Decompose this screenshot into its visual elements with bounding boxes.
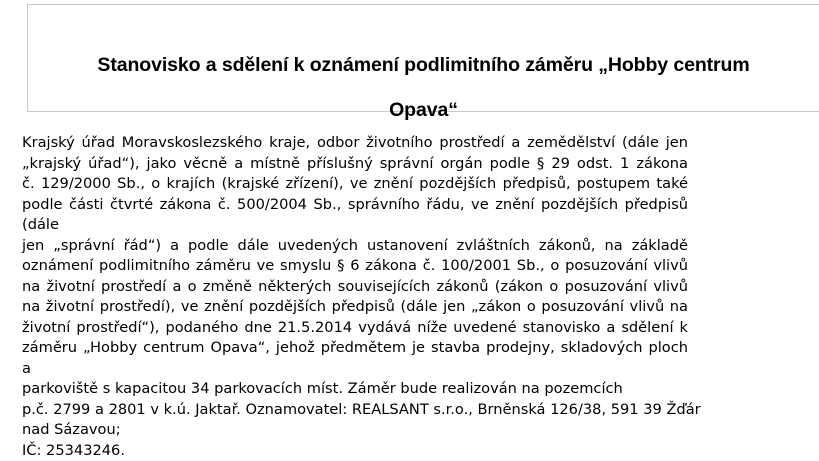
paragraph-line: „krajský úřad“), jako věcně a místně příslušný správní orgán podle § 29 odst. 1 zákona <box>22 154 688 175</box>
paragraph-line: č. 129/2000 Sb., o krajích (krajské zřízení), ve znění pozdějších předpisů, postupem také <box>22 174 688 195</box>
paragraph-line: záměru „Hobby centrum Opava“, jehož předmětem je stavba prodejny, skladových ploch a <box>22 338 688 379</box>
paragraph-line: oznámení podlimitního záměru ve smyslu § 6 zákona č. 100/2001 Sb., o posuzování vlivů <box>22 256 688 277</box>
title-line-2: Opava“ <box>28 88 819 133</box>
paragraph-line: životní prostředí“), podaného dne 21.5.2014 vydává níže uvedené stanovisko a sdělení k <box>22 318 688 339</box>
paragraph-line: p.č. 2799 a 2801 v k.ú. Jaktař. Oznamovatel: REALSANT s.r.o., Brněnská 126/38, 591 39 Žďár <box>22 400 688 421</box>
document-paragraph <box>22 133 688 461</box>
paragraph-line: na životní prostředí a o změně některých souvisejících zákonů (zákon o posuzování vlivů <box>22 277 688 298</box>
paragraph-line: Krajský úřad Moravskoslezského kraje, odbor životního prostředí a zemědělství (dále jen <box>22 133 688 154</box>
title-box <box>27 4 819 112</box>
paragraph-line: na životní prostředí), ve znění pozdějších předpisů (dále jen „zákon o posuzování vlivů na <box>22 297 688 318</box>
paragraph-line: podle části čtvrté zákona č. 500/2004 Sb., správního řádu, ve znění pozdějších předpisů (dále <box>22 195 688 236</box>
paragraph-line: jen „správní řád“) a podle dále uvedených ustanovení zvláštních zákonů, na základě <box>22 236 688 257</box>
document-title <box>28 43 819 133</box>
paragraph-line: nad Sázavou; <box>22 420 688 441</box>
title-line-1: Stanovisko a sdělení k oznámení podlimitního záměru „Hobby centrum <box>28 43 819 88</box>
paragraph-line: parkoviště s kapacitou 34 parkovacích míst. Záměr bude realizován na pozemcích <box>22 379 688 400</box>
paragraph-line: IČ: 25343246. <box>22 441 688 461</box>
